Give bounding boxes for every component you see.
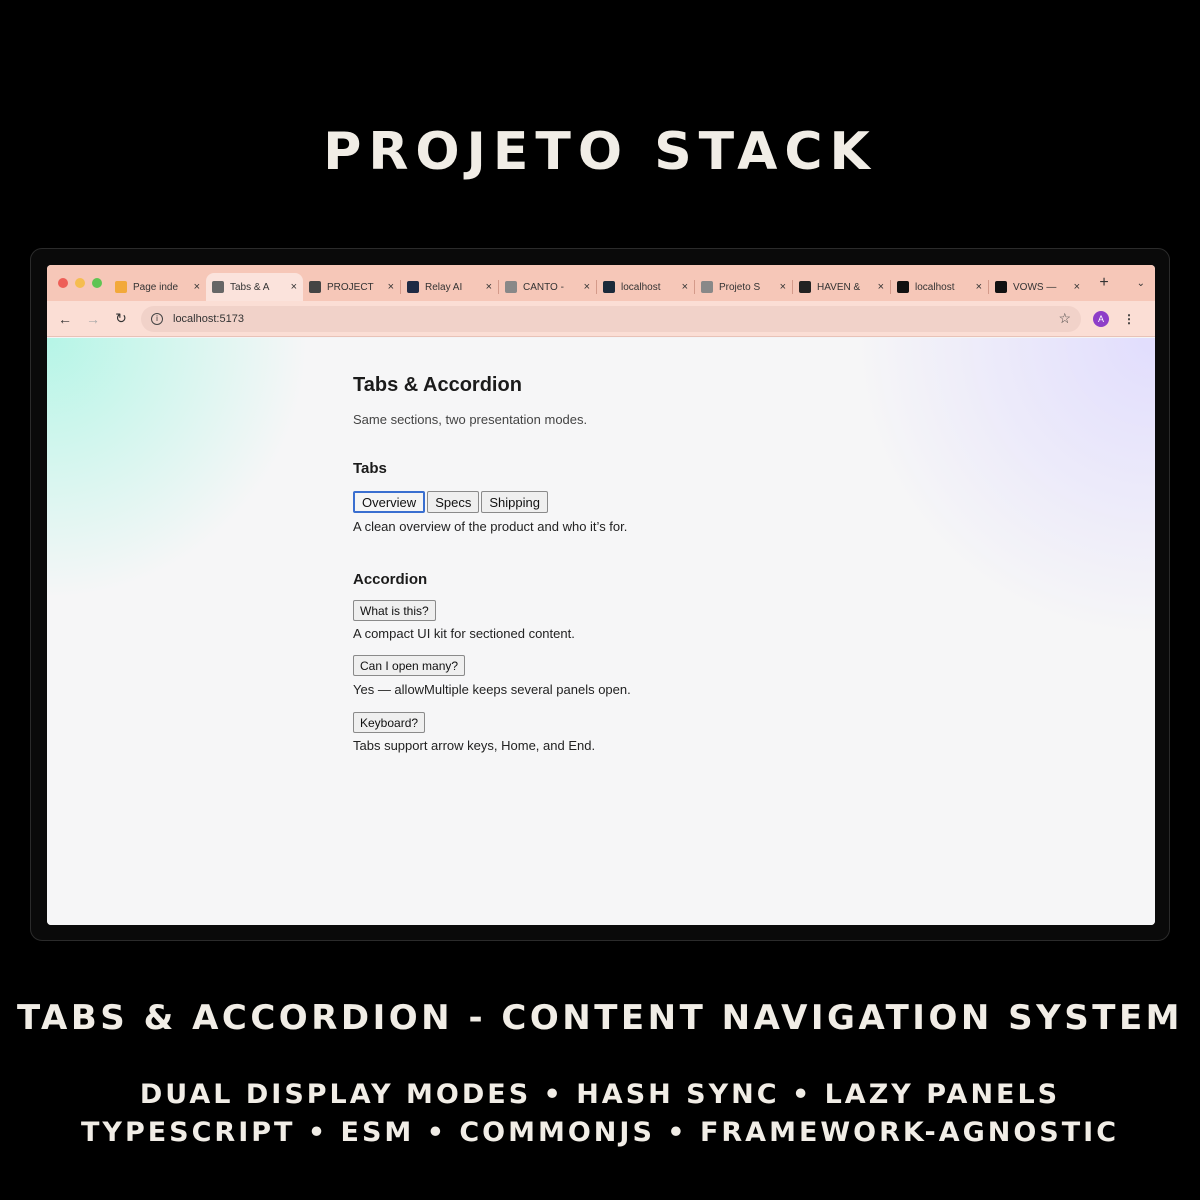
- page-title: Tabs & Accordion: [353, 374, 522, 396]
- browser-tab[interactable]: [401, 273, 498, 301]
- tab-title: Tabs & A: [230, 281, 270, 293]
- tab-title: HAVEN &: [817, 281, 861, 293]
- browser-tab[interactable]: [303, 273, 400, 301]
- globe-icon: [505, 281, 517, 293]
- tab-search-icon[interactable]: ⌄: [1136, 277, 1145, 289]
- ha-logo-icon: [799, 281, 811, 293]
- close-tab-icon[interactable]: ×: [387, 281, 394, 293]
- close-tab-icon[interactable]: ×: [583, 281, 590, 293]
- bookmark-star-icon[interactable]: ☆: [1058, 310, 1071, 326]
- a-logo-icon: [309, 281, 321, 293]
- tablist: [353, 491, 548, 513]
- address-bar[interactable]: [141, 306, 1081, 332]
- minimize-window-button[interactable]: [75, 278, 85, 288]
- tabs-heading: Tabs: [353, 460, 387, 477]
- promo-title: PROJETO STACK: [323, 122, 877, 182]
- page-viewport: [47, 338, 1155, 925]
- accordion-trigger-what[interactable]: What is this?: [353, 600, 436, 621]
- promo-subtitle: TABS & ACCORDION - CONTENT NAVIGATION SYSTEM: [16, 998, 1183, 1038]
- tab-strip: [47, 265, 1155, 301]
- relay-icon: [407, 281, 419, 293]
- menu-kebab-icon[interactable]: ⋮: [1123, 311, 1135, 326]
- browser-tab[interactable]: [109, 273, 206, 301]
- close-window-button[interactable]: [58, 278, 68, 288]
- accordion-panel-many: Yes — allowMultiple keeps several panels open.: [353, 682, 631, 697]
- tab-title: localhost: [621, 281, 661, 293]
- tab-specs[interactable]: Specs: [427, 491, 479, 513]
- s-logo-icon: [603, 281, 615, 293]
- tab-title: localhost: [915, 281, 955, 293]
- tab-title: PROJECT: [327, 281, 374, 293]
- tab-title: VOWS —: [1013, 281, 1057, 293]
- features-line-2: TYPESCRIPT • ESM • COMMONJS • FRAMEWORK-AGNOSTIC: [80, 1117, 1120, 1148]
- accordion-trigger-many[interactable]: Can I open many?: [353, 655, 465, 676]
- analytics-icon: [115, 281, 127, 293]
- browser-tab[interactable]: [793, 273, 890, 301]
- tab-title: Relay AI: [425, 281, 463, 293]
- tab-panel: A clean overview of the product and who it’s for.: [353, 519, 628, 534]
- device-frame: [30, 248, 1170, 941]
- fullscreen-window-button[interactable]: [92, 278, 102, 288]
- browser-tab[interactable]: [206, 273, 303, 301]
- browser-tab[interactable]: [891, 273, 988, 301]
- globe-icon: [701, 281, 713, 293]
- browser-tab[interactable]: [499, 273, 596, 301]
- accordion-heading: Accordion: [353, 571, 428, 588]
- close-tab-icon[interactable]: ×: [290, 281, 297, 293]
- browser-tabs: [109, 265, 1086, 301]
- browser-tab[interactable]: [989, 273, 1086, 301]
- close-tab-icon[interactable]: ×: [193, 281, 200, 293]
- close-tab-icon[interactable]: ×: [485, 281, 492, 293]
- reload-icon[interactable]: ↻: [115, 310, 127, 326]
- new-tab-button[interactable]: +: [1099, 274, 1109, 291]
- browser-toolbar: [47, 301, 1155, 337]
- browser-tab[interactable]: [695, 273, 792, 301]
- globe-icon: [212, 281, 224, 293]
- accordion-trigger-keyboard[interactable]: Keyboard?: [353, 712, 425, 733]
- tab-title: CANTO -: [523, 281, 564, 293]
- drop-icon: [995, 281, 1007, 293]
- accordion-panel-keyboard: Tabs support arrow keys, Home, and End.: [353, 738, 596, 753]
- tab-shipping[interactable]: Shipping: [481, 491, 548, 513]
- drop-icon: [897, 281, 909, 293]
- close-tab-icon[interactable]: ×: [975, 281, 982, 293]
- features-line-1: DUAL DISPLAY MODES • HASH SYNC • LAZY PANELS: [139, 1079, 1061, 1110]
- browser-window: [47, 265, 1155, 925]
- tab-overview[interactable]: Overview: [353, 491, 425, 513]
- accordion-panel-what: A compact UI kit for sectioned content.: [353, 626, 575, 641]
- tab-title: Page inde: [133, 281, 179, 293]
- tab-title: Projeto S: [719, 281, 761, 293]
- close-tab-icon[interactable]: ×: [1073, 281, 1080, 293]
- back-arrow-icon[interactable]: ←: [58, 310, 72, 327]
- site-info-icon[interactable]: i: [151, 313, 163, 325]
- page-subtitle: Same sections, two presentation modes.: [353, 412, 588, 427]
- window-controls: [47, 278, 109, 288]
- forward-arrow-icon[interactable]: →: [86, 310, 100, 327]
- close-tab-icon[interactable]: ×: [681, 281, 688, 293]
- close-tab-icon[interactable]: ×: [779, 281, 786, 293]
- browser-tab[interactable]: [597, 273, 694, 301]
- url-text: localhost:5173: [173, 312, 244, 325]
- close-tab-icon[interactable]: ×: [877, 281, 884, 293]
- profile-avatar[interactable]: A: [1093, 311, 1109, 327]
